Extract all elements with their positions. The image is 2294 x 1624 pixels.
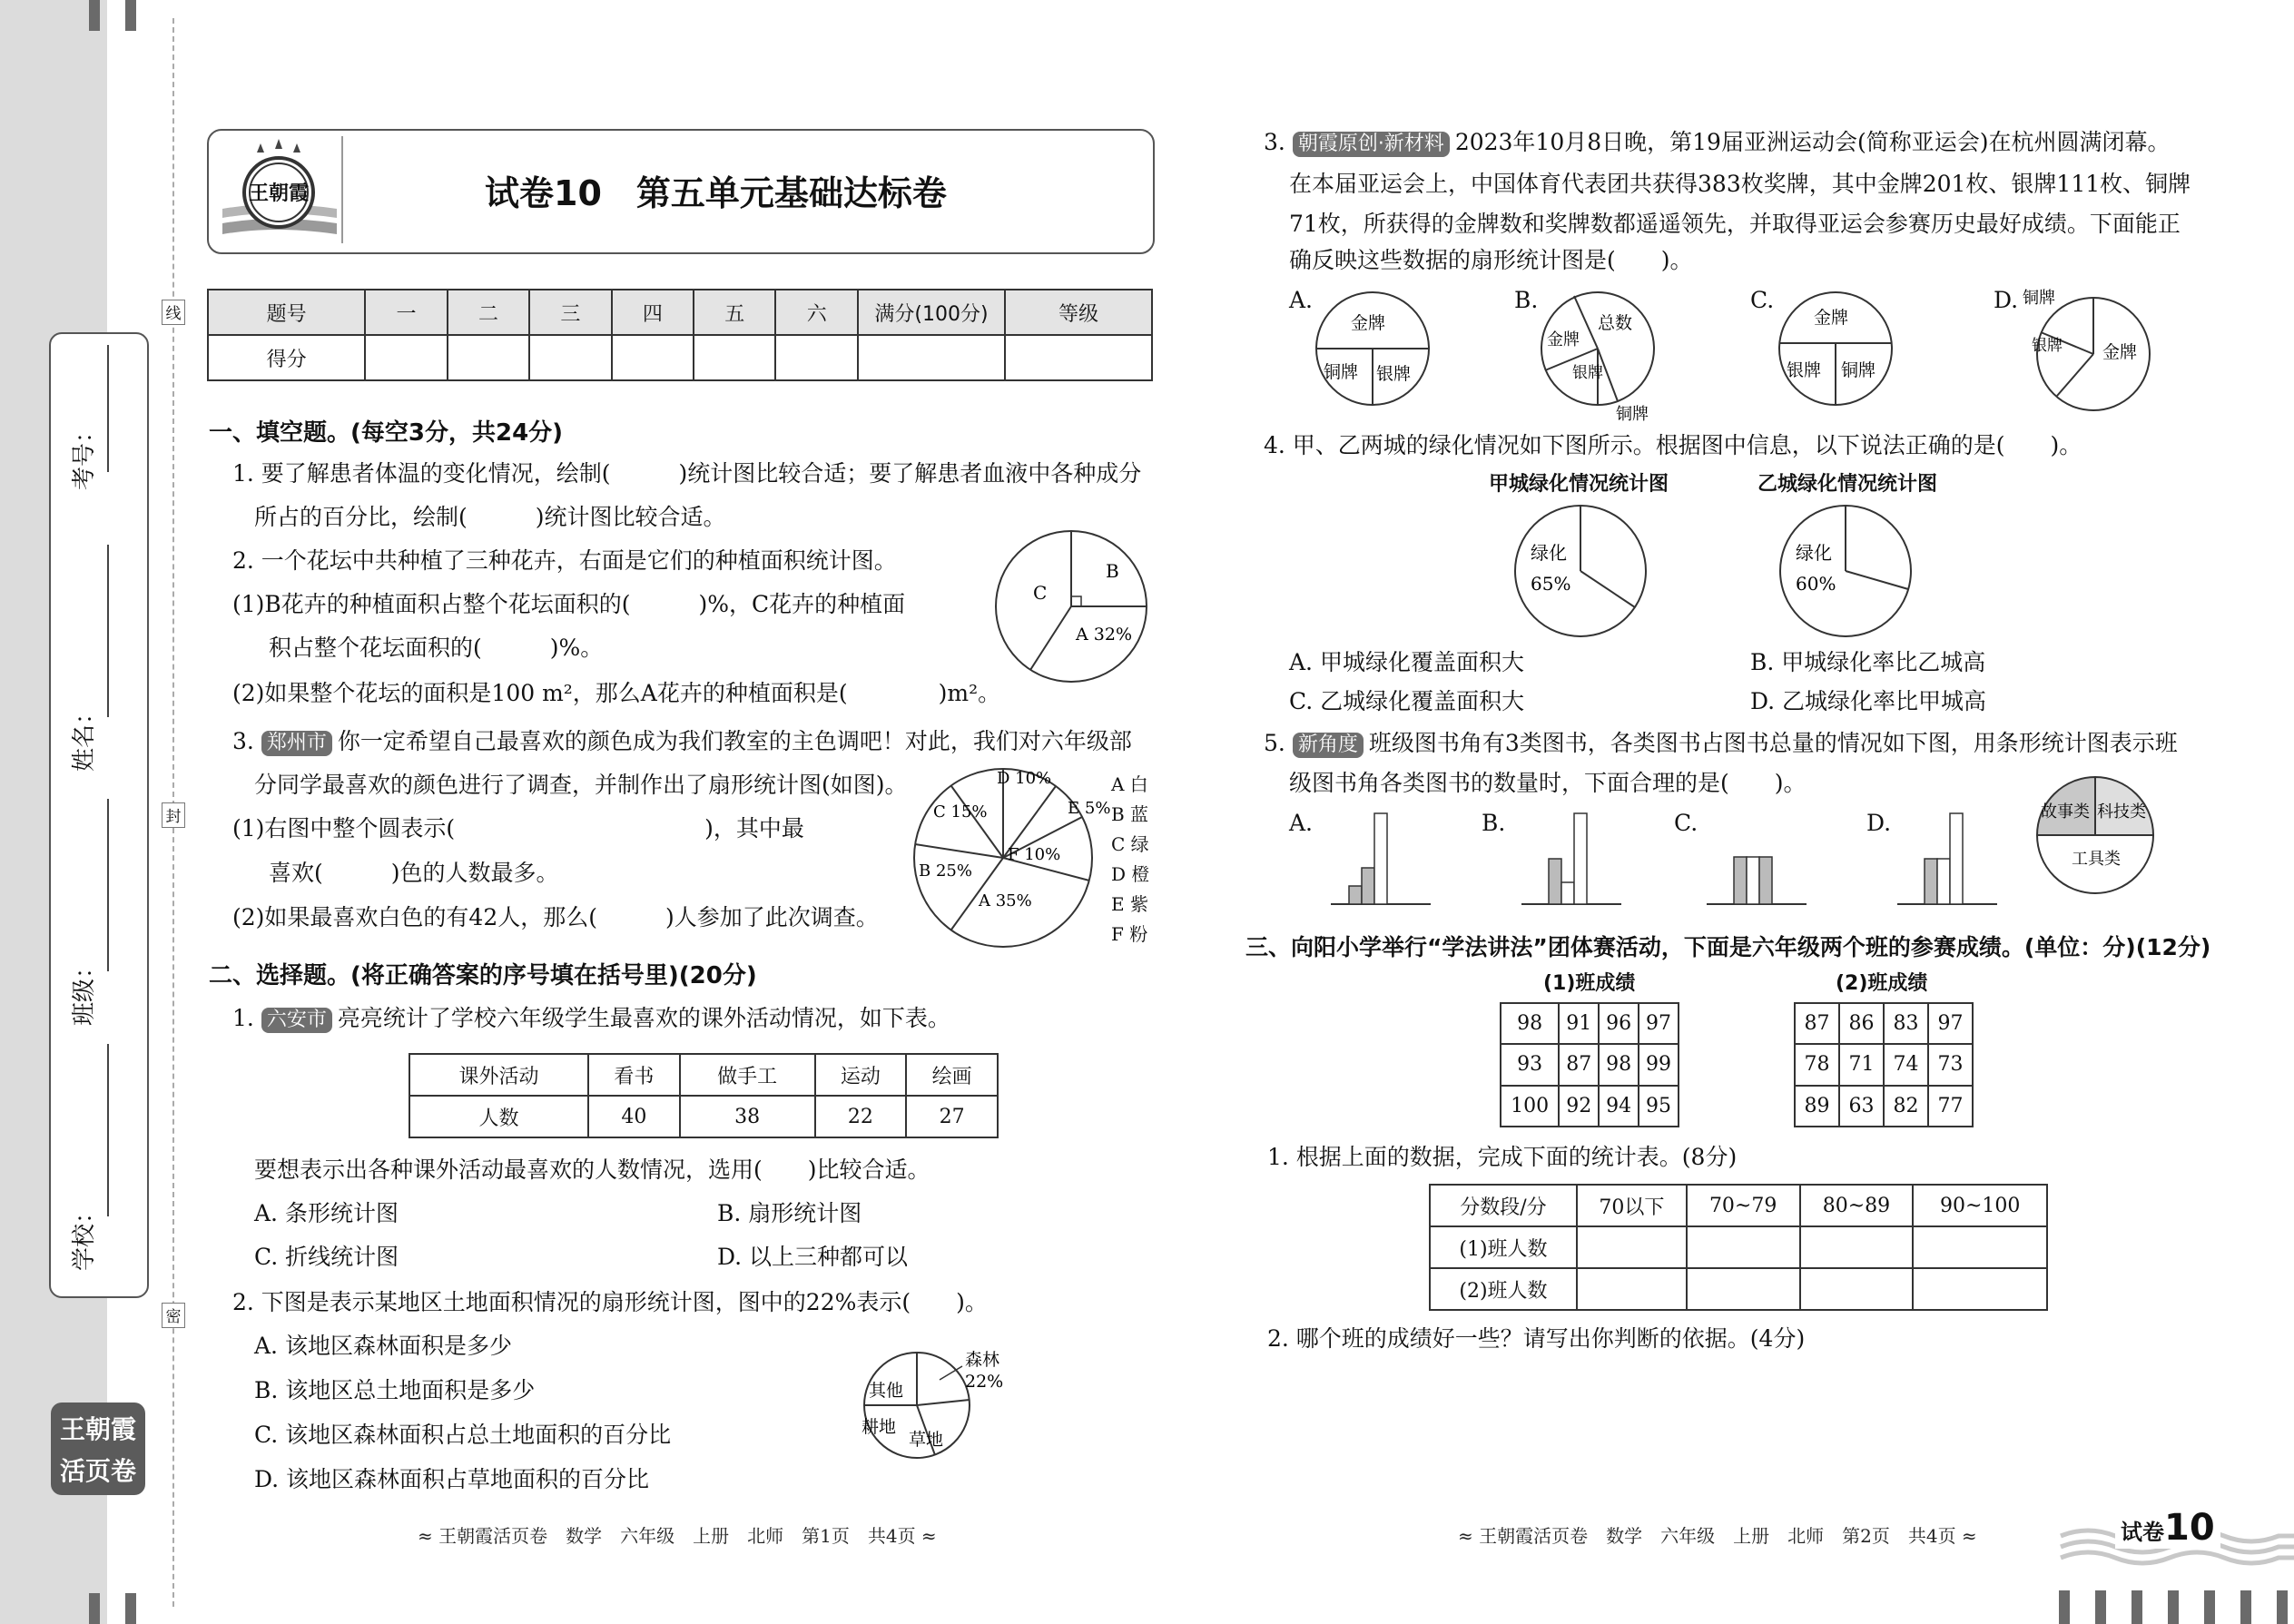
score-value: 78 (1795, 1044, 1839, 1085)
score-value: 86 (1839, 1003, 1884, 1044)
city-b-pie-pct: 60% (1796, 573, 1836, 595)
flower-pie-label-c: C (1033, 582, 1048, 604)
activity-cell: 人数 (409, 1096, 588, 1137)
medal-option-a-label[interactable]: A. (1289, 287, 1314, 313)
score-value: 97 (1928, 1003, 1973, 1044)
q1-3-line1-text: 你一定希望自己最喜欢的颜色成为我们教室的主色调吧！对此，我们对六年级部 (337, 728, 1132, 754)
score-value: 71 (1839, 1044, 1884, 1085)
score-header: 五 (694, 290, 775, 335)
city-b-pie (1777, 503, 1914, 639)
medal-b-copper: 铜牌 (1616, 405, 1649, 424)
score-value: 63 (1839, 1086, 1884, 1127)
exam-number-line (107, 345, 109, 472)
school-line (107, 1044, 109, 1216)
activity-header: 运动 (815, 1054, 907, 1096)
stat-header: 70以下 (1577, 1185, 1687, 1226)
q2-2-option-a[interactable]: A. 该地区森林面积是多少 (254, 1333, 512, 1359)
class-1-title: (1)班成绩 (1543, 972, 1636, 995)
bar-option-a[interactable] (1331, 808, 1431, 908)
medal-a-copper: 铜牌 (1324, 362, 1359, 382)
score-header: 等级 (1005, 290, 1152, 335)
q1-3-line3: (1)右图中整个圆表示( )，其中最 (232, 815, 804, 842)
activity-table (409, 1053, 999, 1138)
land-pie-forest: 森林 (965, 1350, 1000, 1370)
q2-4-option-d[interactable]: D. 乙城绿化率比甲城高 (1750, 688, 1987, 714)
score-cell[interactable] (365, 335, 447, 380)
name-line (107, 545, 109, 717)
score-value: 99 (1639, 1044, 1679, 1085)
q2-3-line1-text: 2023年10月8日晚，第19届亚洲运动会(简称亚运会)在杭州圆满闭幕。 (1454, 129, 2171, 155)
stat-cell[interactable] (1687, 1268, 1800, 1310)
city-a-pie (1512, 503, 1649, 639)
city-b-chart-title: 乙城绿化情况统计图 (1757, 473, 1938, 496)
stat-cell[interactable] (1687, 1226, 1800, 1268)
medal-c-gold: 金牌 (1814, 308, 1849, 328)
class-field[interactable]: 班级： (71, 954, 98, 1026)
stat-cell[interactable] (1577, 1226, 1687, 1268)
score-value: 82 (1884, 1086, 1928, 1127)
binding-seal-label: 封 (162, 802, 185, 828)
score-value: 95 (1639, 1086, 1679, 1127)
q2-1-option-d[interactable]: D. 以上三种都可以 (717, 1244, 909, 1270)
stat-header: 80~89 (1800, 1185, 1914, 1226)
score-value: 91 (1559, 1003, 1599, 1044)
class-1-scores (1500, 1002, 1679, 1127)
score-value: 89 (1795, 1086, 1839, 1127)
stat-cell[interactable] (1800, 1226, 1914, 1268)
q3-1: 1. 根据上面的数据，完成下面的统计表。(8分) (1267, 1144, 1738, 1170)
color-pie-d: D 10% (997, 769, 1052, 788)
score-value: 87 (1559, 1044, 1599, 1085)
activity-cell: 40 (588, 1096, 680, 1137)
legend-e: E 紫 (1111, 893, 1148, 915)
stat-header: 70~79 (1687, 1185, 1800, 1226)
q1-2-line2: (1)B花卉的种植面积占整个花坛面积的( )%，C花卉的种植面 (232, 591, 906, 617)
city-b-pie-label: 绿化 (1796, 542, 1832, 564)
q2-5-line1-text: 班级图书角有3类图书，各类图书占图书总量的情况如下图，用条形统计图表示班 (1368, 730, 2178, 756)
medal-c-silver: 银牌 (1787, 360, 1822, 380)
q2-2-option-d[interactable]: D. 该地区森林面积占草地面积的百分比 (254, 1466, 650, 1492)
score-header: 四 (612, 290, 694, 335)
q2-2-option-c[interactable]: C. 该地区森林面积占总土地面积的百分比 (254, 1422, 672, 1448)
score-cell[interactable] (1005, 335, 1152, 380)
stat-header: 分数段/分 (1430, 1185, 1577, 1226)
medal-b-gold: 金牌 (1547, 330, 1580, 349)
q1-2-line3: 积占整个花坛面积的( )%。 (269, 635, 604, 661)
score-header: 一 (365, 290, 447, 335)
score-value: 97 (1639, 1003, 1679, 1044)
q2-1-line1: 1. 六安市 亮亮统计了学校六年级学生最喜欢的课外活动情况，如下表。 (232, 1005, 950, 1031)
bottom-marks (89, 1593, 143, 1624)
book-pie-chart (2033, 773, 2157, 897)
bar-option-a-label[interactable]: A. (1289, 810, 1314, 836)
brand-badge (51, 1403, 145, 1495)
score-header: 三 (529, 290, 611, 335)
q1-3-line2: 分同学最喜欢的颜色进行了调查，并制作出了扇形统计图(如图)。 (254, 772, 908, 798)
land-pie-other: 其他 (869, 1381, 904, 1401)
medal-pie-c[interactable] (1776, 289, 1895, 408)
q2-4-option-c[interactable]: C. 乙城绿化覆盖面积大 (1289, 688, 1525, 714)
q1-3-line1: 3. 郑州市 你一定希望自己最喜欢的颜色成为我们教室的主色调吧！对此，我们对六年级部 (232, 728, 1132, 754)
bar-option-d-label[interactable]: D. (1866, 810, 1892, 836)
footer-left: ≈ 王朝霞活页卷 数学 六年级 上册 北师 第1页 共4页 ≈ (418, 1525, 937, 1547)
name-field[interactable]: 姓名： (71, 700, 98, 772)
score-header: 满分(100分) (858, 290, 1005, 335)
q3-2: 2. 哪个班的成绩好一些？请写出你判断的依据。(4分) (1267, 1325, 1806, 1352)
book-pie-tool: 工具类 (2072, 850, 2121, 869)
exam-number-field[interactable]: 考号： (71, 418, 98, 490)
flower-pie-chart (989, 525, 1153, 688)
class-line (107, 799, 109, 971)
q2-4-line1: 4. 甲、乙两城的绿化情况如下图所示。根据图中信息，以下说法正确的是( )。 (1264, 432, 2082, 458)
color-pie-b: B 25% (919, 861, 972, 881)
q2-4-option-b[interactable]: B. 甲城绿化率比乙城高 (1750, 649, 1986, 675)
city-a-pie-pct: 65% (1531, 573, 1571, 595)
book-pie-sci: 科技类 (2097, 802, 2146, 822)
bar-option-b-label[interactable]: B. (1482, 810, 1506, 836)
medal-b-total: 总数 (1598, 313, 1633, 333)
legend-c: C 绿 (1111, 833, 1149, 855)
medal-option-b-label[interactable]: B. (1514, 287, 1539, 313)
paper-label-number: 10 (2164, 1507, 2215, 1549)
q1-1-line2: 所占的百分比，绘制( )统计图比较合适。 (254, 504, 726, 530)
score-value: 92 (1559, 1086, 1599, 1127)
medal-c-copper: 铜牌 (1841, 360, 1876, 380)
class-2-title: (2)班成绩 (1836, 972, 1928, 995)
score-value: 93 (1501, 1044, 1559, 1085)
score-cell[interactable] (612, 335, 694, 380)
stat-cell[interactable] (1913, 1226, 2047, 1268)
stat-row-label: (2)班人数 (1430, 1268, 1577, 1310)
stat-cell[interactable] (1577, 1268, 1687, 1310)
medal-d-gold: 金牌 (2102, 342, 2138, 362)
score-cell[interactable] (448, 335, 529, 380)
activity-header: 看书 (588, 1054, 680, 1096)
score-cell[interactable] (775, 335, 858, 380)
color-pie-f: F 10% (1008, 845, 1061, 864)
logo-divider (341, 136, 343, 243)
color-pie-c: C 15% (933, 802, 988, 822)
score-table (207, 289, 1153, 381)
score-header: 六 (775, 290, 858, 335)
medal-d-silver: 银牌 (2032, 337, 2063, 355)
land-pie-forest-pct: 22% (965, 1372, 1004, 1392)
score-cell[interactable] (858, 335, 1005, 380)
legend-f: F 粉 (1111, 923, 1148, 945)
activity-cell: 22 (815, 1096, 907, 1137)
flower-pie-label-a: A 32% (1076, 625, 1132, 645)
city-a-chart-title: 甲城绿化情况统计图 (1489, 473, 1669, 496)
footer-right: ≈ 王朝霞活页卷 数学 六年级 上册 北师 第2页 共4页 ≈ (1458, 1525, 1977, 1547)
land-pie-chart (849, 1343, 1003, 1462)
q1-3-line5: (2)如果最喜欢白色的有42人，那么( )人参加了此次调查。 (232, 904, 879, 930)
bar-option-d[interactable] (1897, 808, 1997, 908)
brand-badge-line1: 王朝霞 (59, 1414, 136, 1444)
q2-2-option-b[interactable]: B. 该地区总土地面积是多少 (254, 1377, 536, 1403)
legend-d: D 橙 (1111, 863, 1150, 885)
score-cell[interactable] (694, 335, 775, 380)
brand-badge-line2: 活页卷 (59, 1456, 136, 1486)
medal-option-c-label[interactable]: C. (1750, 287, 1775, 313)
q2-1-line2: 要想表示出各种课外活动最喜欢的人数情况，选用( )比较合适。 (254, 1156, 930, 1183)
class-2-scores (1794, 1002, 1974, 1127)
activity-cell: 38 (680, 1096, 815, 1137)
score-row-label: 得分 (208, 335, 365, 380)
score-cell[interactable] (529, 335, 611, 380)
score-value: 100 (1501, 1086, 1559, 1127)
q2-1-option-a[interactable]: A. 条形统计图 (254, 1200, 399, 1226)
section-2-title: 二、选择题。(将正确答案的序号填在括号里)(20分) (209, 962, 757, 989)
legend-b: B 蓝 (1111, 803, 1149, 825)
stat-cell[interactable] (1913, 1268, 2047, 1310)
medal-b-silver: 银牌 (1572, 364, 1603, 382)
medal-option-d-label[interactable]: D. (1994, 287, 2019, 313)
q1-2-line1: 2. 一个花坛中共种植了三种花卉，右面是它们的种植面积统计图。 (232, 547, 897, 574)
stat-cell[interactable] (1800, 1268, 1914, 1310)
region-tag: 郑州市 (261, 731, 332, 756)
q1-3-line4: 喜欢( )色的人数最多。 (269, 860, 559, 886)
source-tag: 朝霞原创·新材料 (1293, 132, 1450, 157)
q1-1-line1: 1. 要了解患者体温的变化情况，绘制( )统计图比较合适；要了解患者血液中各种成分 (232, 460, 1142, 487)
logo-text: 王朝霞 (248, 182, 310, 205)
medal-pie-b[interactable] (1538, 289, 1674, 425)
q2-1-option-b[interactable]: B. 扇形统计图 (717, 1200, 862, 1226)
book-pie-story: 故事类 (2041, 802, 2090, 822)
score-header: 二 (448, 290, 529, 335)
paper-label (2115, 1507, 2220, 1549)
q2-5-line2: 级图书角各类图书的数量时，下面合理的是( )。 (1289, 770, 1807, 796)
q2-1-option-c[interactable]: C. 折线统计图 (254, 1244, 399, 1270)
medal-a-silver: 银牌 (1376, 364, 1412, 384)
medal-a-gold: 金牌 (1351, 313, 1386, 333)
score-header: 题号 (208, 290, 365, 335)
color-pie-a: A 35% (979, 891, 1032, 910)
q2-2-line1: 2. 下图是表示某地区土地面积情况的扇形统计图，图中的22%表示( )。 (232, 1289, 988, 1315)
bar-option-b[interactable] (1521, 808, 1621, 908)
q2-3-line1: 3. 朝霞原创·新材料 2023年10月8日晚，第19届亚洲运动会(简称亚运会)在杭州圆满闭幕。 (1264, 129, 2171, 155)
top-marks (89, 0, 143, 31)
activity-header: 绘画 (906, 1054, 998, 1096)
region-tag: 六安市 (261, 1008, 332, 1033)
paper-label-text: 试卷 (2121, 1520, 2164, 1545)
binding-fold-label: 密 (162, 1303, 185, 1328)
stat-table (1429, 1184, 2048, 1311)
page-title: 试卷10 第五单元基础达标卷 (485, 173, 947, 213)
school-field[interactable]: 学校： (71, 1199, 98, 1271)
score-value: 96 (1599, 1003, 1639, 1044)
angle-tag: 新角度 (1293, 733, 1364, 758)
score-value: 94 (1599, 1086, 1639, 1127)
medal-pie-a[interactable] (1313, 289, 1433, 408)
q2-1-line1-text: 亮亮统计了学校六年级学生最喜欢的课外活动情况，如下表。 (337, 1005, 950, 1031)
land-pie-grass: 草地 (909, 1430, 944, 1450)
stat-header: 90~100 (1913, 1185, 2047, 1226)
q2-5-line1: 5. 新角度 班级图书角有3类图书，各类图书占图书总量的情况如下图，用条形统计图表示班 (1264, 730, 2178, 756)
section-1-title: 一、填空题。(每空3分，共24分) (209, 419, 564, 447)
q2-3-line3: 71枚，所获得的金牌数和奖牌数都遥遥领先，并取得亚运会参赛历史最好成绩。下面能正 (1289, 211, 2181, 237)
score-value: 77 (1928, 1086, 1973, 1127)
bar-option-c-label[interactable]: C. (1674, 810, 1698, 836)
color-pie-chart (908, 763, 1111, 953)
land-pie-plow: 耕地 (861, 1417, 897, 1437)
q2-3-line2: 在本届亚运会上，中国体育代表团共获得383枚奖牌，其中金牌201枚、银牌111枚、铜牌 (1289, 171, 2191, 197)
city-a-pie-label: 绿化 (1531, 542, 1567, 564)
binding-line-label: 线 (162, 300, 185, 325)
score-value: 98 (1501, 1003, 1559, 1044)
stat-row-label: (1)班人数 (1430, 1226, 1577, 1268)
q1-2-line4: (2)如果整个花坛的面积是100 m²，那么A花卉的种植面积是( )m²。 (232, 680, 1001, 706)
activity-header: 课外活动 (409, 1054, 588, 1096)
student-info-box (49, 332, 149, 1298)
medal-pie-d[interactable] (2021, 289, 2157, 416)
score-value: 83 (1884, 1003, 1928, 1044)
legend-a: A 白 (1111, 773, 1148, 795)
bottom-right-marks (2059, 1590, 2294, 1624)
color-pie-e: E 5% (1068, 799, 1111, 818)
flower-pie-label-b: B (1106, 560, 1119, 582)
score-value: 74 (1884, 1044, 1928, 1085)
section-3-title: 三、向阳小学举行“学法讲法”团体赛活动，下面是六年级两个班的参赛成绩。(单位：分)(12分) (1245, 934, 2211, 960)
medal-d-copper: 铜牌 (2023, 289, 2055, 308)
q2-4-option-a[interactable]: A. 甲城绿化覆盖面积大 (1289, 649, 1524, 675)
activity-header: 做手工 (680, 1054, 815, 1096)
score-value: 87 (1795, 1003, 1839, 1044)
score-value: 98 (1599, 1044, 1639, 1085)
activity-cell: 27 (906, 1096, 998, 1137)
logo (221, 136, 339, 243)
score-value: 73 (1928, 1044, 1973, 1085)
bar-option-c[interactable] (1707, 808, 1807, 908)
q2-3-line4: 确反映这些数据的扇形统计图是( )。 (1289, 247, 1693, 273)
